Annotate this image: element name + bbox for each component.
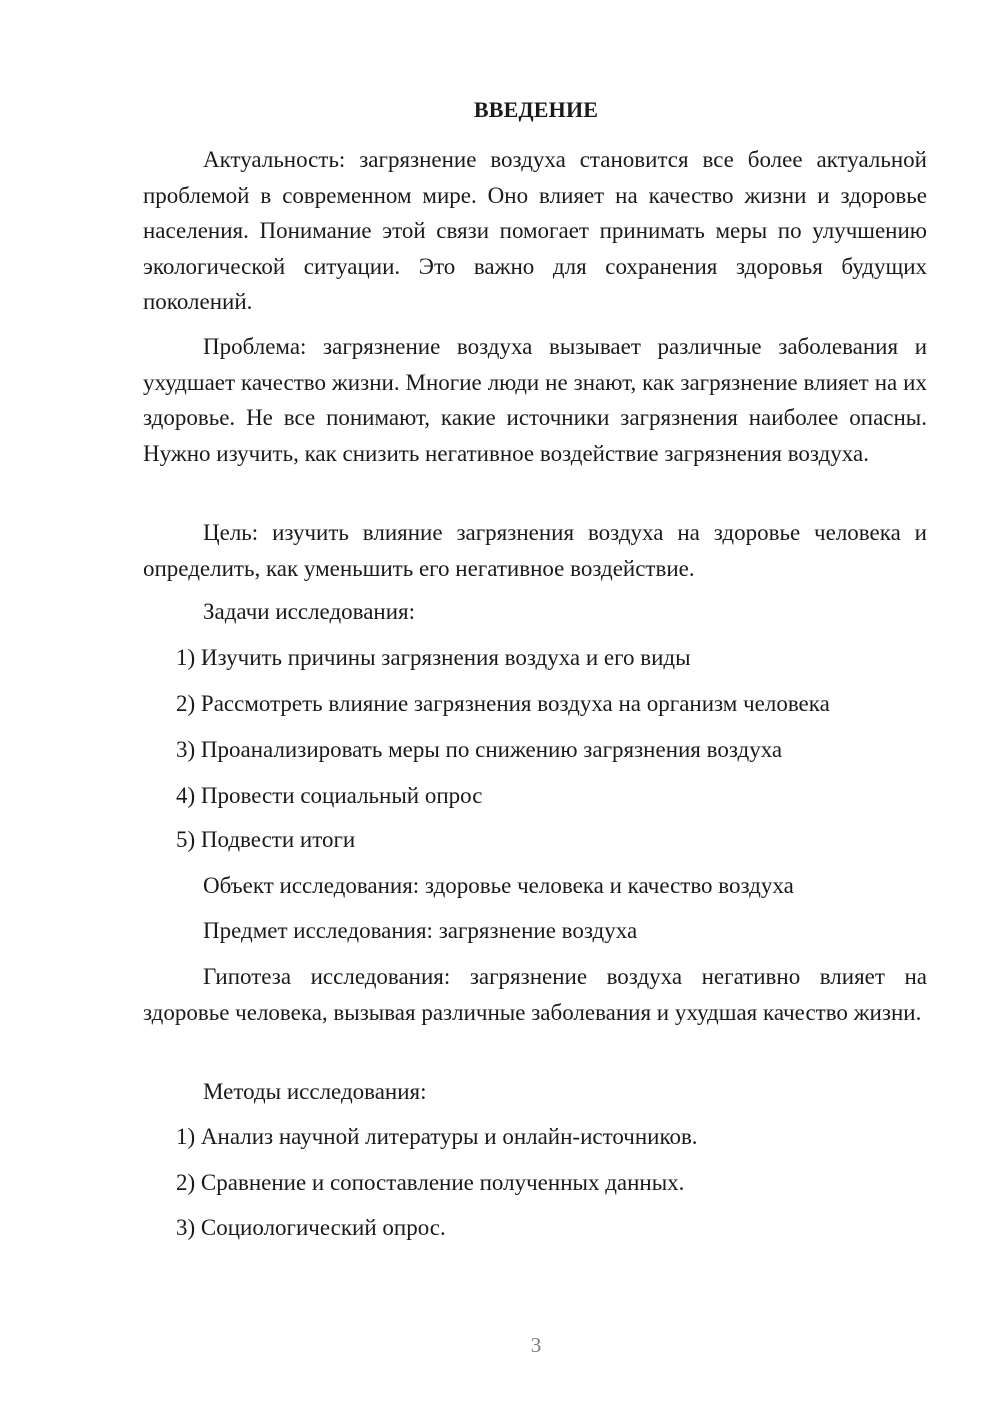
hypothesis-paragraph: Гипотеза исследования: загрязнение воздуха негативно влияет на здоровье человека, вызывая различные заболевания и ухудшая качество жизни.: [143, 964, 927, 1025]
task-item: 2) Рассмотреть влияние загрязнения воздуха на организм человека: [176, 691, 830, 716]
task-item: 4) Провести социальный опрос: [176, 783, 483, 808]
method-item: 2) Сравнение и сопоставление полученных данных.: [176, 1170, 685, 1195]
problem-paragraph: Проблема: загрязнение воздуха вызывает различные заболевания и ухудшает качество жизни. Многие люди не знают, как загрязнение влияет на их здоровье. Не все понимают, какие источники загрязнения наиболее опасны. Нужно изучить, как снизить негативное воздействие загрязнения воздуха.: [143, 334, 927, 466]
task-item: 1) Изучить причины загрязнения воздуха и его виды: [176, 645, 691, 670]
method-item: 1) Анализ научной литературы и онлайн-источников.: [176, 1124, 698, 1149]
page-number: 3: [530, 1333, 542, 1357]
research-object: Объект исследования: здоровье человека и качество воздуха: [203, 873, 794, 898]
methods-heading: Методы исследования:: [203, 1079, 427, 1104]
actuality-paragraph: Актуальность: загрязнение воздуха становится все более актуальной проблемой в современном мире. Оно влияет на качество жизни и здоровье населения. Понимание этой связи помогает принимать меры по улучшению экологической ситуации. Это важно для сохранения здоровья будущих поколений.: [143, 147, 927, 314]
method-item: 3) Социологический опрос.: [176, 1215, 446, 1240]
section-title: ВВЕДЕНИЕ: [473, 97, 599, 122]
goal-paragraph: Цель: изучить влияние загрязнения воздуха на здоровье человека и определить, как уменьшить его негативное воздействие.: [143, 520, 927, 581]
task-item: 3) Проанализировать меры по снижению загрязнения воздуха: [176, 737, 783, 762]
task-item: 5) Подвести итоги: [176, 827, 356, 852]
tasks-heading: Задачи исследования:: [203, 599, 416, 624]
research-subject: Предмет исследования: загрязнение воздуха: [203, 918, 638, 943]
